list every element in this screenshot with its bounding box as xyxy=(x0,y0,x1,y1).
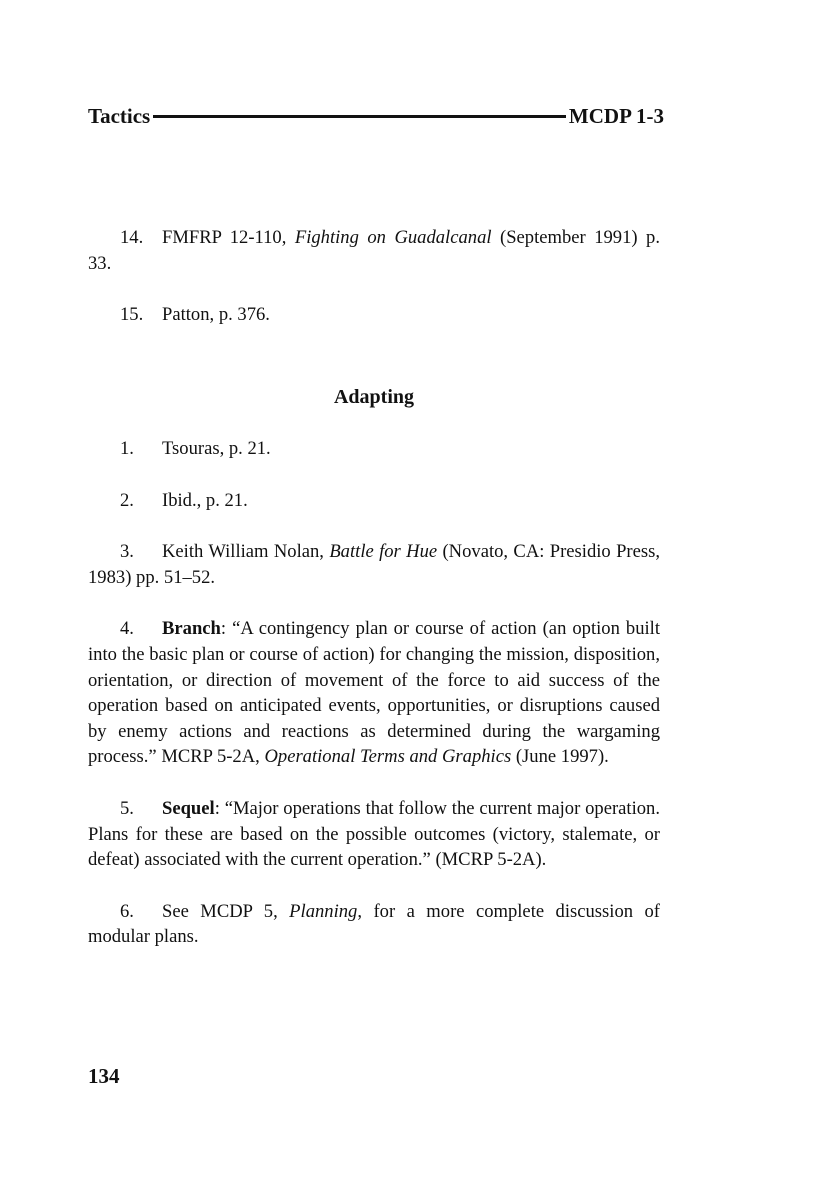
endnote-text: (Novato, CA: Presidio Press, 1983) pp. 51–52. xyxy=(88,541,660,588)
endnote-number: 2. xyxy=(120,489,134,511)
endnote xyxy=(88,796,660,873)
endnote-text: Battle for Hue xyxy=(329,541,438,563)
running-header xyxy=(88,102,664,130)
endnote-text: Keith William Nolan, xyxy=(162,541,330,563)
endnote xyxy=(88,302,660,328)
endnote-text: : “A contingency plan or course of action (an option built into the basic plan or course of action) for changing the mission, disposition, orientation, or direction of movement of the force to aid success of the operation based on anticipated events, opportunities, or disruptions caused by enemy actions and reactions as determined during the wargaming process.” MCRP 5-2A, xyxy=(88,618,660,768)
endnote-text: (June 1997). xyxy=(511,746,609,768)
header-rule xyxy=(153,115,566,118)
endnote-text: Ibid., p. 21. xyxy=(162,489,248,511)
endnote-number: 3. xyxy=(120,541,134,563)
page-number: 134 xyxy=(88,1064,120,1088)
endnotes-adapting xyxy=(88,436,660,950)
endnote-number: 15. xyxy=(120,304,144,326)
endnote-text: Branch xyxy=(162,618,221,640)
endnote-text: : “Major operations that follow the current major operation. Plans for these are based on the possible outcomes (victory, stalemate, or defeat) associated with the current operation.” (MCRP 5-2A). xyxy=(88,797,660,871)
endnote xyxy=(88,616,660,770)
endnote-text: Operational Terms and Graphics xyxy=(264,746,512,768)
endnote-text: Sequel xyxy=(162,797,215,819)
endnote-text: Planning xyxy=(289,900,358,922)
endnote-text: Tsouras, p. 21. xyxy=(162,438,271,459)
endnote-text: FMFRP 12-110, xyxy=(162,227,295,248)
endnote-number: 6. xyxy=(120,900,134,922)
endnote-number: 5. xyxy=(120,797,134,819)
endnote-number: 4. xyxy=(120,618,134,640)
endnote-text: (September 1991) p. 33. xyxy=(88,227,661,274)
endnote xyxy=(88,436,660,462)
endnote-number: 14. xyxy=(120,227,144,248)
endnote xyxy=(88,899,660,950)
endnotes-top xyxy=(88,225,660,328)
endnote-number: 1. xyxy=(120,438,134,459)
section-heading: Adapting xyxy=(333,386,415,408)
header-title: Tactics xyxy=(88,104,151,128)
endnote-text: See MCDP 5, xyxy=(162,900,290,922)
header-doc-code: MCDP 1-3 xyxy=(568,104,664,128)
endnote-text: Patton, p. 376. xyxy=(162,304,270,326)
endnote-text: Fighting on Guadalcanal xyxy=(294,227,492,248)
endnote xyxy=(88,539,660,590)
endnote-text: , for a more complete discussion of modular plans. xyxy=(88,900,660,948)
endnote xyxy=(88,488,660,514)
endnote xyxy=(88,225,660,276)
